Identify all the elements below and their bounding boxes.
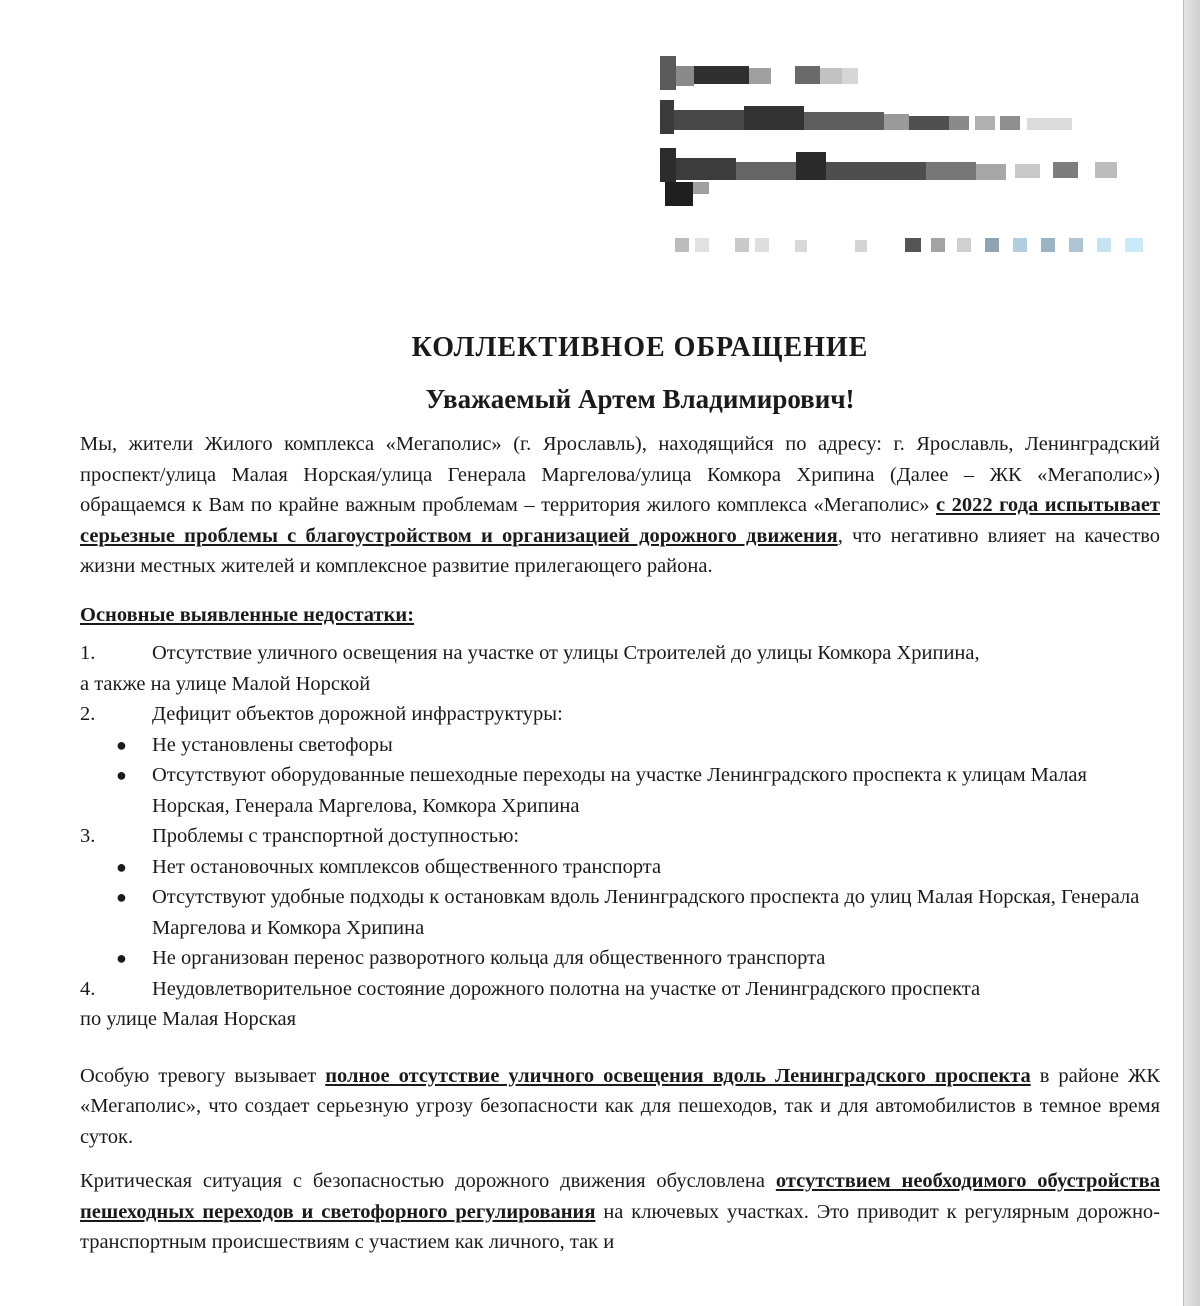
redacted-addressee-block: [655, 52, 1155, 272]
greeting: Уважаемый Артем Владимирович!: [425, 384, 855, 414]
list-item: 3. Проблемы с транспортной доступностью:: [80, 825, 520, 847]
bullet-dot-icon: ●: [116, 734, 127, 755]
bullet-dot-icon: ●: [116, 948, 127, 968]
lighting-emphasis: полное отсутствие уличного освещения вдоль Ленинградского проспекта: [325, 1064, 1031, 1087]
list-item-continuation: а также на улице Малой Норской: [80, 672, 371, 695]
bullet-item: ● Отсутствуют оборудованные пешеходные переходы на участке Ленинградского проспекта к улицам Малая Норская, Генерала Маргелова, Комкора Хрипина: [80, 760, 1160, 821]
bullet-item: ● Нет остановочных комплексов общественного транспорта: [80, 852, 1160, 883]
bullet-dot-icon: ●: [116, 856, 127, 877]
list-item: 1. Отсутствие уличного освещения на участке от улицы Строителей до улицы Комкора Хрипина,: [80, 642, 980, 664]
intro-emphasis: с 2022 года испытывает серьезные проблемы с благоустройством и организацией дорожного движения: [80, 494, 1161, 547]
page-edge: [1183, 0, 1200, 1306]
document-body: [80, 318, 1160, 1258]
lighting-paragraph: Особую тревогу вызывает полное отсутствие уличного освещения вдоль Ленинградского проспекта в районе ЖК «Мегаполис», что создает серьезную угрозу безопасности как для пешеходов, так и для автомобилистов в темное время суток.: [80, 1064, 1161, 1148]
bullet-dot-icon: ●: [116, 887, 127, 907]
bullet-item: ● Отсутствуют удобные подходы к остановкам вдоль Ленинградского проспекта до улиц Малая Норская, Генерала Маргелова и Комкора Хрипина: [80, 882, 1160, 943]
document-title: КОЛЛЕКТИВНОЕ ОБРАЩЕНИЕ: [411, 332, 869, 363]
intro-paragraph: Мы, жители Жилого комплекса «Мегаполис» (г. Ярославль), находящийся по адресу: г. Ярославль, Ленинградский проспект/улица Малая Норская/улица Генерала Маргелова/улица Комкора Хрипина (Далее – ЖК «Мегаполис») обращаемся к Вам по крайне важным проблемам – территория жилого комплекса «Мегаполис» с 2022 года испытывает серьезные проблемы с благоустройством и организацией дорожного движения, что негативно влияет на качество жизни местных жителей и комплексное развитие прилегающего района.: [80, 433, 1161, 577]
bullet-item: ● Не организован перенос разворотного кольца для общественного транспорта: [80, 943, 1160, 974]
safety-emphasis: отсутствием необходимого обустройства пешеходных переходов и светофорного регулирования: [80, 1170, 1160, 1223]
list-item: 4. Неудовлетворительное состояние дорожного полотна на участке от Ленинградского проспекта: [80, 977, 981, 1000]
section-heading: Основные выявленные недостатки:: [80, 603, 415, 626]
safety-paragraph: Критическая ситуация с безопасностью дорожного движения обусловлена отсутствием необходимого обустройства пешеходных переходов и светофорного регулирования на ключевых участках. Это приводит к регулярным дорожно-транспортным происшествиям с участием как личного, так и: [80, 1170, 1161, 1253]
bullet-dot-icon: ●: [116, 765, 127, 785]
list-item: 2. Дефицит объектов дорожной инфраструктуры:: [80, 703, 563, 725]
list-item-continuation: по улице Малая Норская: [80, 1008, 297, 1030]
bullet-item: ● Не установлены светофоры: [80, 730, 1160, 761]
deficiency-list: [80, 638, 1160, 1035]
